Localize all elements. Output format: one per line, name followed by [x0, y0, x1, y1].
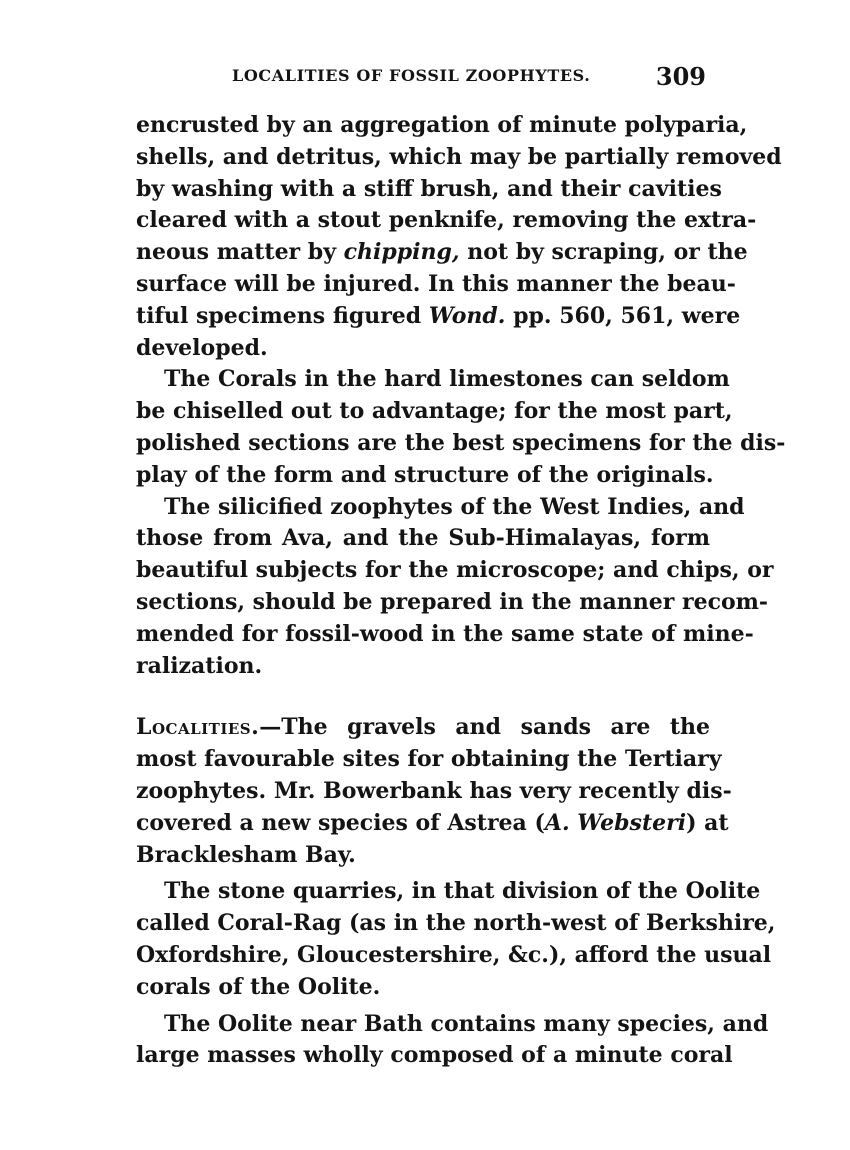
paragraph-6: [136, 1009, 769, 1073]
text-run: covered a new species of Astrea (: [136, 809, 545, 836]
text-line: play of the form and structure of the originals.: [136, 461, 714, 488]
text-line: [136, 712, 710, 744]
text-line: cleared with a stout penknife, removing the extra-: [136, 207, 757, 234]
text-line: Oxfordshire, Gloucestershire, &c.), afford the usual: [136, 941, 772, 968]
italic-word: chipping,: [343, 239, 460, 266]
italic-species-name: A. Websteri: [544, 809, 687, 836]
paragraph-2: [136, 364, 786, 491]
text-line: shells, and detritus, which may be partially removed: [136, 143, 782, 170]
text-line: The Oolite near Bath contains many species, and: [164, 1010, 769, 1037]
text-line: The silicified zoophytes of the West Indies, and: [164, 493, 745, 520]
paragraph-5: [136, 876, 776, 1003]
text-run: —The gravels and sands are the: [259, 714, 710, 741]
text-line: [136, 237, 748, 269]
text-line: most favourable sites for obtaining the Tertiary: [136, 746, 722, 773]
running-title: LOCALITIES OF FOSSIL ZOOPHYTES.: [232, 66, 591, 85]
text-line: The Corals in the hard limestones can seldom: [164, 366, 730, 393]
text-line: mended for fossil-wood in the same state of mine-: [136, 620, 754, 647]
text-line: by washing with a stiff brush, and their cavities: [136, 175, 722, 202]
text-run: pp. 560, 561, were: [505, 302, 741, 329]
text-line: encrusted by an aggregation of minute polyparia,: [136, 112, 748, 138]
text-line: [136, 301, 741, 333]
text-line: corals of the Oolite.: [136, 973, 381, 1000]
page-number: 309: [655, 62, 706, 91]
text-line: zoophytes. Mr. Bowerbank has very recently dis-: [136, 777, 732, 804]
text-run: neous matter by: [136, 239, 344, 266]
text-line: beautiful subjects for the microscope; and chips, or: [136, 557, 774, 584]
text-line: ralization.: [136, 652, 263, 679]
text-line: The stone quarries, in that division of the Oolite: [164, 878, 761, 905]
text-line: surface will be injured. In this manner the beau-: [136, 270, 736, 297]
text-line: be chiselled out to advantage; for the most part,: [136, 398, 733, 425]
paragraph-1: [136, 110, 782, 364]
text-line: called Coral-Rag (as in the north-west of Berkshire,: [136, 910, 776, 937]
text-line: large masses wholly composed of a minute coral: [136, 1042, 733, 1069]
text-line: sections, should be prepared in the manner recom-: [136, 588, 769, 615]
paragraph-localities: [136, 712, 732, 871]
text-line: [136, 808, 729, 840]
italic-reference: Wond.: [428, 302, 506, 329]
paragraph-3: [136, 492, 774, 683]
text-run: ) at: [686, 809, 729, 836]
text-run: tiful specimens figured: [136, 302, 429, 329]
running-header: [140, 62, 710, 96]
text-line: developed.: [136, 334, 268, 361]
text-line: Bracklesham Bay.: [136, 841, 356, 868]
text-line: polished sections are the best specimens for the dis-: [136, 429, 786, 456]
text-line: those from Ava, and the Sub-Himalayas, form: [136, 525, 710, 552]
body-text: [136, 110, 786, 1072]
section-heading: Localities.: [136, 714, 260, 741]
section-gap: [136, 682, 710, 712]
text-run: not by scraping, or the: [459, 239, 748, 266]
